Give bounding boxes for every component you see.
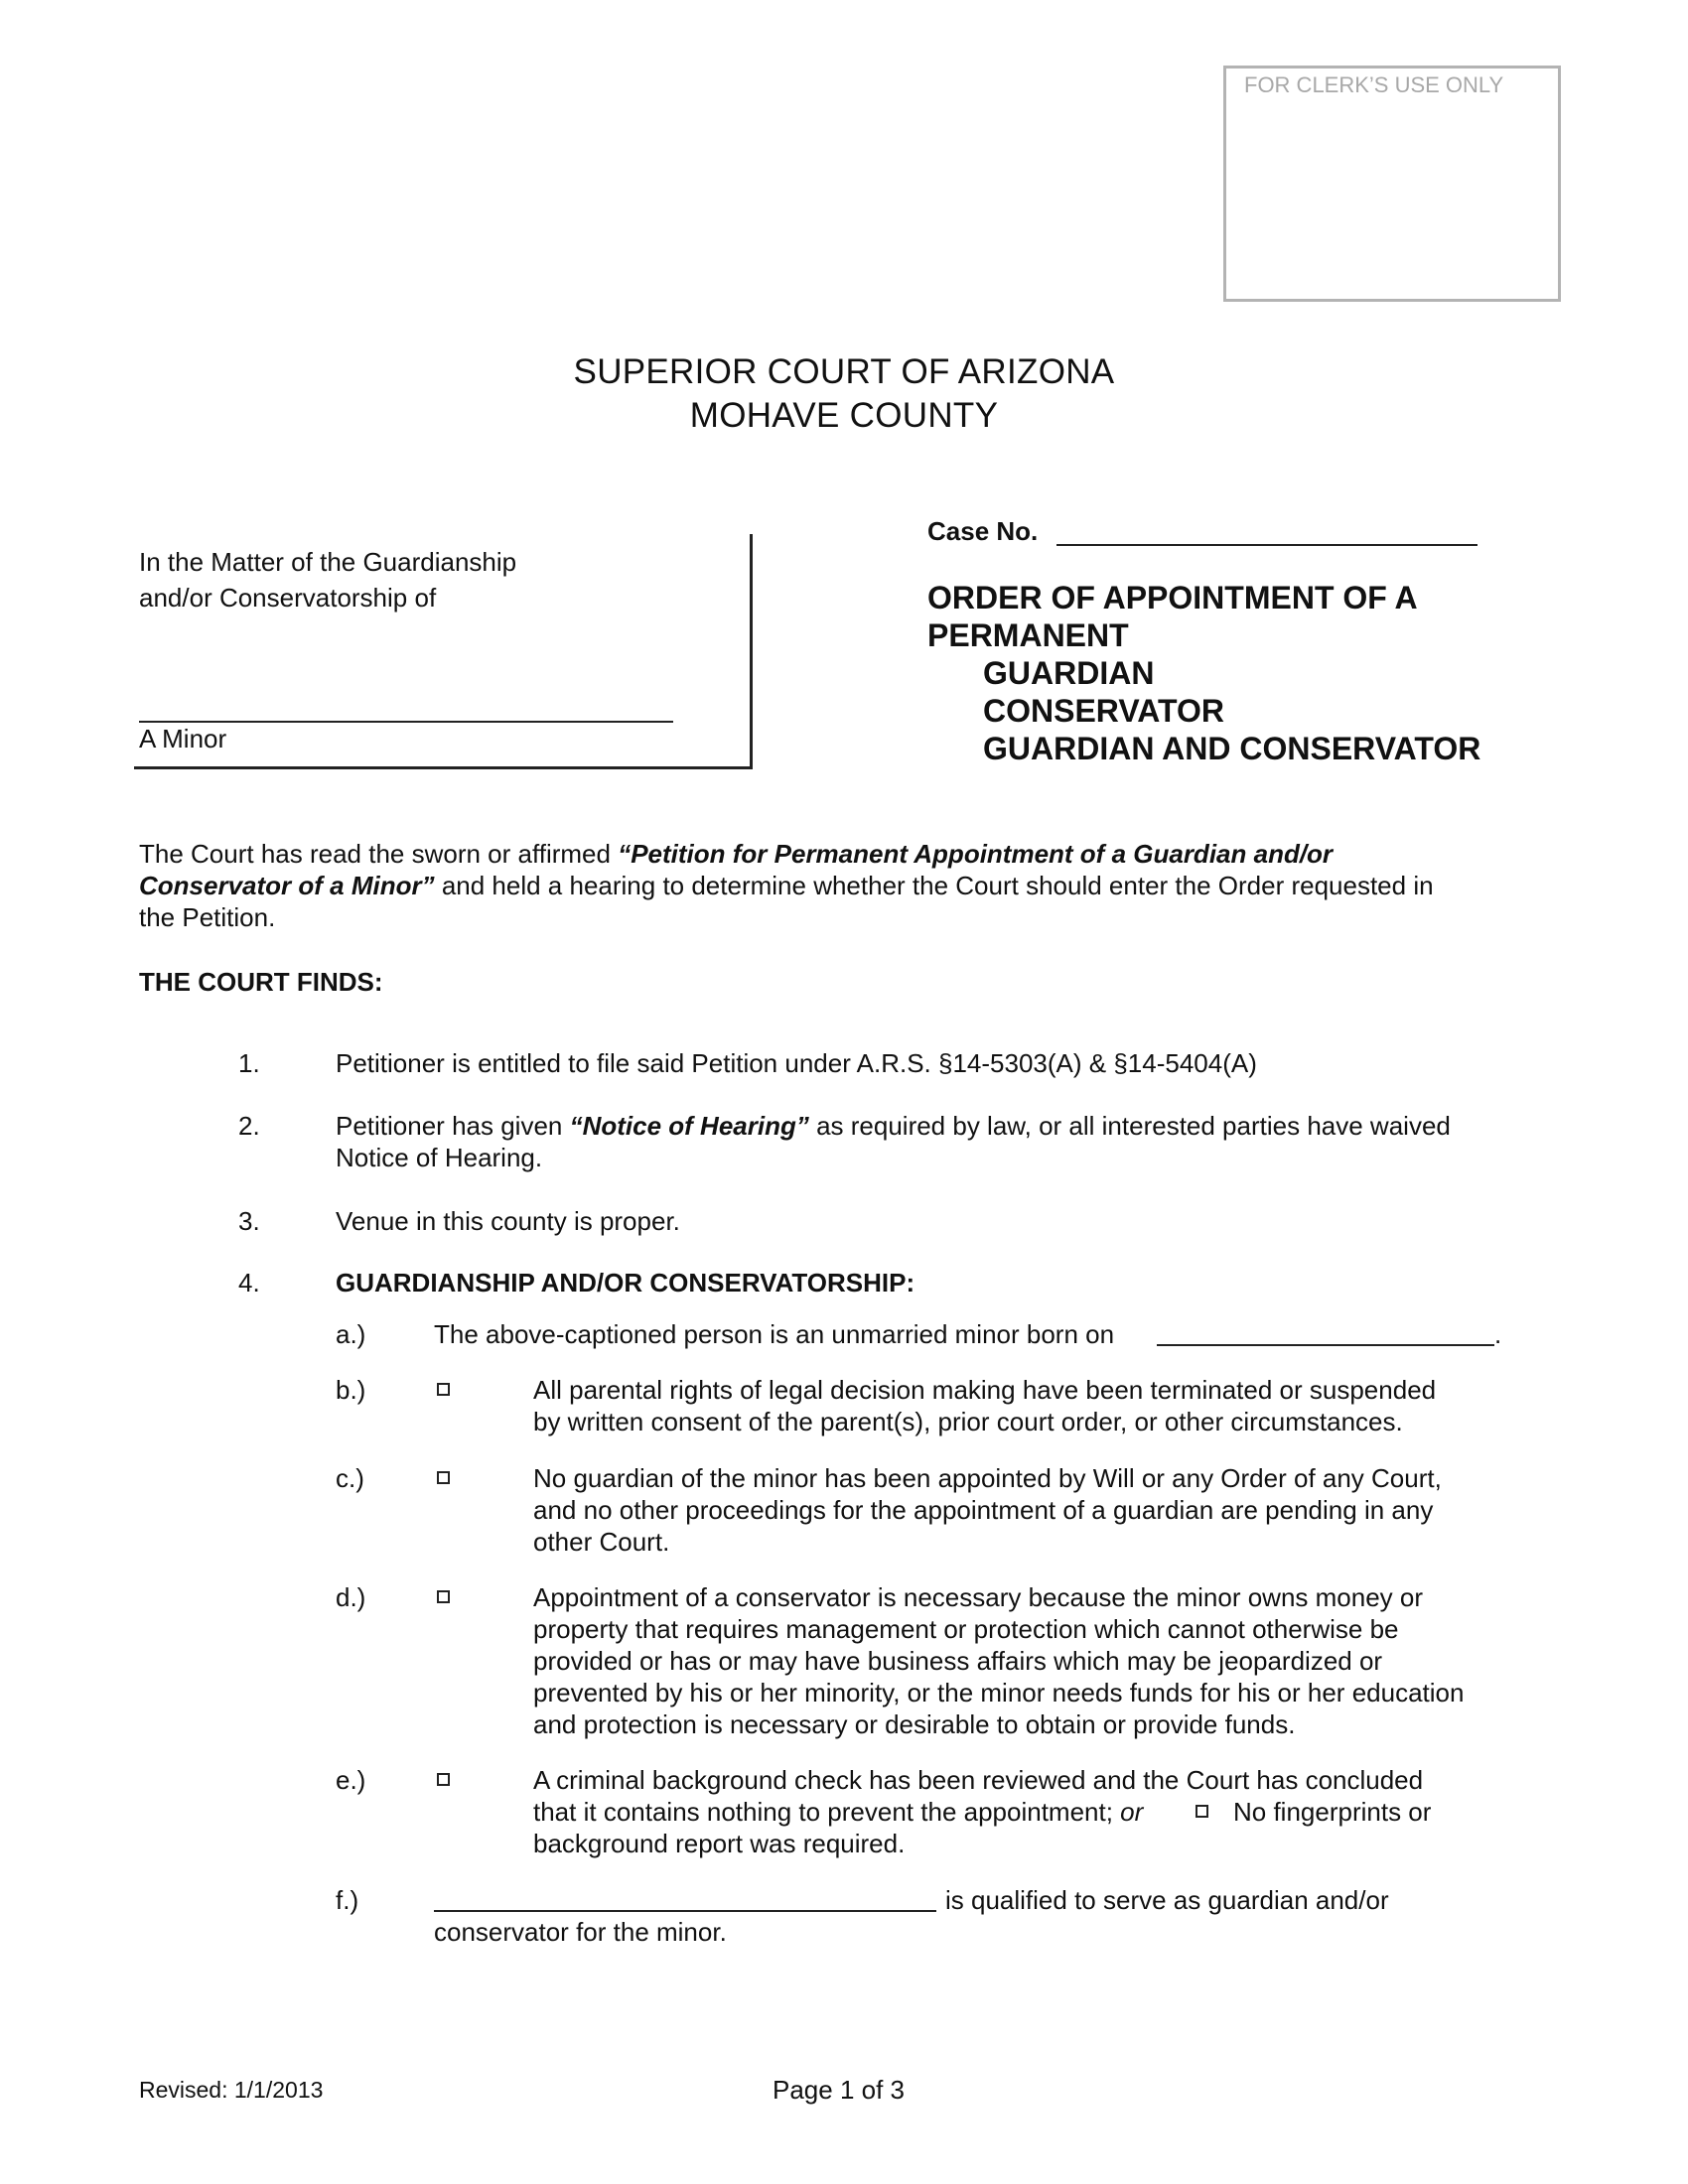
intro-paragraph xyxy=(139,838,1549,933)
subitem-d-line-2: property that requires management or protection which cannot otherwise be xyxy=(533,1614,1399,1644)
clerk-use-label: FOR CLERK’S USE ONLY xyxy=(1244,72,1504,97)
guardian-name-field[interactable] xyxy=(434,1910,936,1912)
order-title-line-2: PERMANENT xyxy=(927,617,1129,653)
subitem-f-line-1: is qualified to serve as guardian and/or xyxy=(945,1885,1389,1915)
subitem-d-line-1: Appointment of a conservator is necessary because the minor owns money or xyxy=(533,1582,1424,1612)
subitem-e-line-2: that it contains nothing to prevent the appointment; or xyxy=(533,1797,1144,1827)
subitem-b-checkbox[interactable] xyxy=(437,1383,450,1396)
subitem-f-label: f.) xyxy=(336,1885,359,1915)
case-number-label: Case No. xyxy=(927,516,1039,546)
subitem-b-line-2: by written consent of the parent(s), prior court order, or other circumstances. xyxy=(533,1407,1403,1436)
finding-2-number: 2. xyxy=(238,1111,260,1141)
subitem-d-line-5: and protection is necessary or desirable to obtain or provide funds. xyxy=(533,1709,1296,1739)
order-title-line-1: ORDER OF APPOINTMENT OF A xyxy=(927,580,1418,615)
order-option-conservator: CONSERVATOR xyxy=(983,693,1224,729)
subitem-a-text: The above-captioned person is an unmarried minor born on xyxy=(434,1319,1115,1349)
finding-2-line-2: Notice of Hearing. xyxy=(336,1143,543,1172)
clerk-use-box xyxy=(1223,66,1561,302)
petition-title-2: Conservator of a Minor” xyxy=(139,871,435,900)
subitem-d-line-3: provided or has or may have business affairs which may be jeopardized or xyxy=(533,1646,1383,1676)
finding-1-text: Petitioner is entitled to file said Petition under A.R.S. §14-5303(A) & §14-5404(A) xyxy=(336,1048,1257,1078)
subitem-a-label: a.) xyxy=(336,1319,366,1349)
finding-3-number: 3. xyxy=(238,1206,260,1236)
subitem-c-line-1: No guardian of the minor has been appointed by Will or any Order of any Court, xyxy=(533,1463,1442,1493)
intro-text-2: and held a hearing to determine whether the Court should enter the Order requested in xyxy=(434,871,1434,900)
caption-divider-vertical xyxy=(750,534,753,768)
intro-text-3: the Petition. xyxy=(139,902,276,932)
revised-date: Revised: 1/1/2013 xyxy=(139,2077,324,2103)
notice-of-hearing: “Notice of Hearing” xyxy=(569,1111,809,1141)
caption-divider-horizontal xyxy=(134,766,753,769)
finding-2-line-1: Petitioner has given “Notice of Hearing” as required by law, or all interested parties have waived xyxy=(336,1111,1451,1141)
subitem-c-line-3: other Court. xyxy=(533,1527,670,1557)
no-fingerprints-checkbox[interactable] xyxy=(1196,1805,1208,1818)
finding-1-number: 1. xyxy=(238,1048,260,1078)
subitem-d-line-4: prevented by his or her minority, or the minor needs funds for his or her education xyxy=(533,1678,1465,1707)
subitem-f-line-2: conservator for the minor. xyxy=(434,1917,727,1947)
or-word: or xyxy=(1120,1797,1144,1827)
subitem-e-label: e.) xyxy=(336,1765,366,1795)
subitem-d-label: d.) xyxy=(336,1582,366,1612)
finding-4-heading: GUARDIANSHIP AND/OR CONSERVATORSHIP: xyxy=(336,1268,915,1297)
subitem-c-line-2: and no other proceedings for the appointment of a guardian are pending in any xyxy=(533,1495,1434,1525)
case-number-field[interactable] xyxy=(1056,544,1477,546)
order-option-guardian: GUARDIAN xyxy=(983,655,1155,691)
court-finds-heading: THE COURT FINDS: xyxy=(139,967,383,997)
page-number: Page 1 of 3 xyxy=(773,2075,905,2105)
subitem-e-line-3: background report was required. xyxy=(533,1829,906,1858)
birthdate-field[interactable] xyxy=(1157,1344,1494,1346)
intro-text-1: The Court has read the sworn or affirmed xyxy=(139,839,619,869)
petition-title-1: “Petition for Permanent Appointment of a Guardian and/or xyxy=(618,839,1334,869)
caption-line-2: and/or Conservatorship of xyxy=(139,583,437,613)
county-name: MOHAVE COUNTY xyxy=(689,396,999,435)
subitem-e-line-1: A criminal background check has been reviewed and the Court has concluded xyxy=(533,1765,1424,1795)
caption-line-1: In the Matter of the Guardianship xyxy=(139,547,517,577)
subitem-e-line-2b: No fingerprints or xyxy=(1233,1797,1432,1827)
order-option-guardian-and-conservator: GUARDIAN AND CONSERVATOR xyxy=(983,731,1481,766)
subitem-c-label: c.) xyxy=(336,1463,364,1493)
subitem-c-checkbox[interactable] xyxy=(437,1471,450,1484)
finding-4-number: 4. xyxy=(238,1268,260,1297)
court-name: SUPERIOR COURT OF ARIZONA xyxy=(573,352,1115,391)
subitem-e-checkbox[interactable] xyxy=(437,1773,450,1786)
subitem-b-line-1: All parental rights of legal decision making have been terminated or suspended xyxy=(533,1375,1437,1405)
subitem-a-end: . xyxy=(1494,1319,1502,1349)
finding-3-text: Venue in this county is proper. xyxy=(336,1206,680,1236)
minor-label: A Minor xyxy=(139,724,227,753)
subitem-b-label: b.) xyxy=(336,1375,366,1405)
subitem-d-checkbox[interactable] xyxy=(437,1590,450,1603)
